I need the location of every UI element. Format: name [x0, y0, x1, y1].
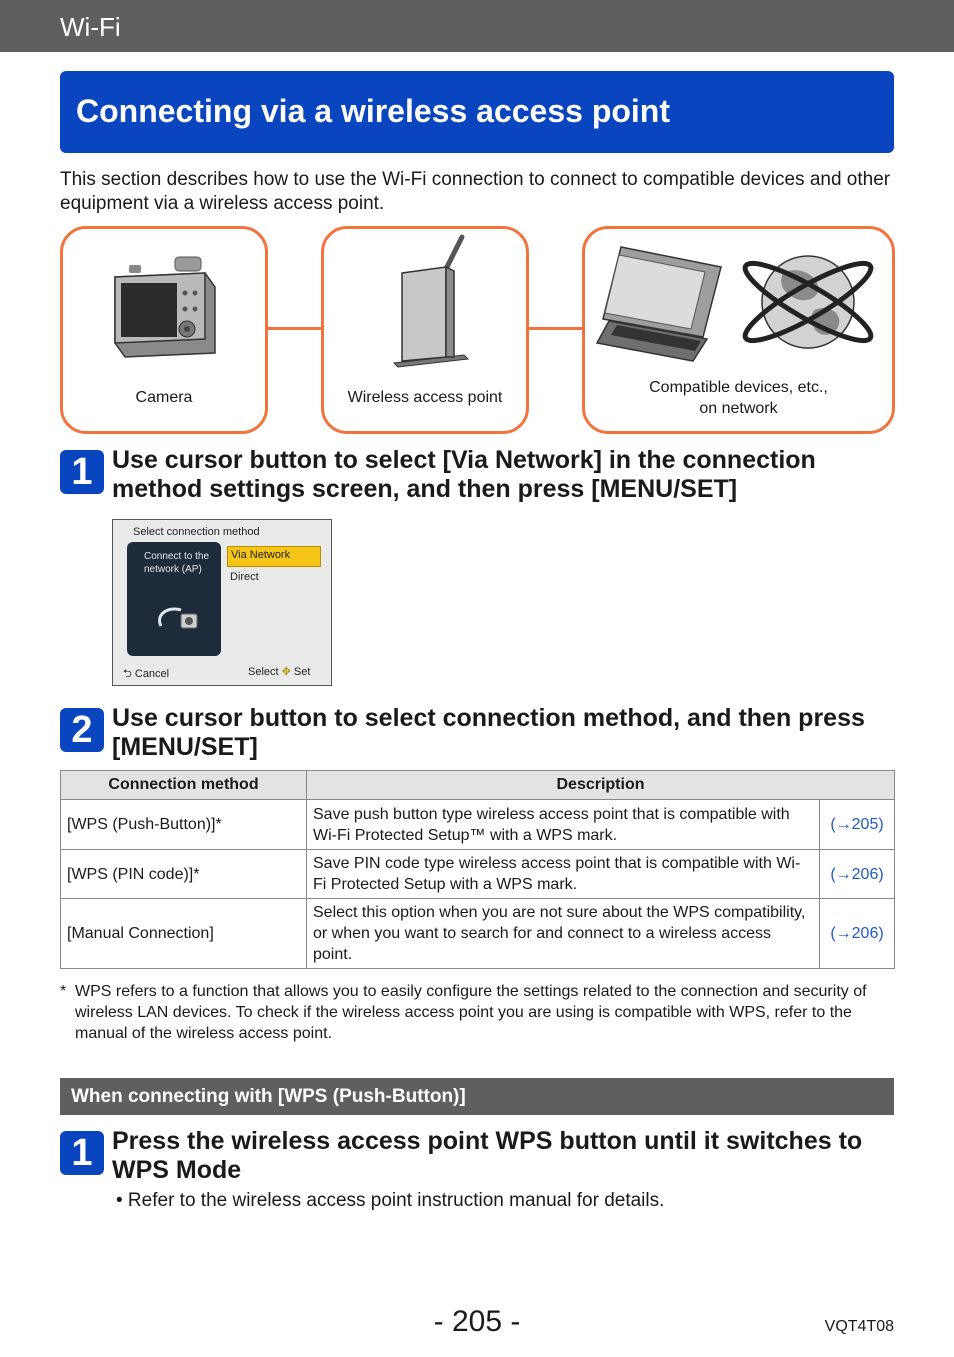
option-direct[interactable] — [227, 569, 319, 587]
footnote-text: WPS refers to a function that allows you to easily configure the settings related to the connection and security of wireless LAN devices. To check if the wireless access point you are using is compatible with WPS, refer to the manual of the wireless access point. — [75, 983, 867, 1042]
subsection-bar — [60, 1078, 894, 1115]
method-cell: [WPS (Push-Button)]* — [61, 800, 307, 850]
document-code: VQT4T08 — [824, 1318, 894, 1335]
option-direct-label: Direct — [230, 571, 259, 583]
page-ref-link[interactable]: (→205) — [820, 800, 895, 850]
method-cell: [WPS (PIN code)]* — [61, 850, 307, 899]
camera-screen — [112, 519, 332, 686]
cancel-label: Cancel — [134, 668, 170, 680]
page-ref-link[interactable]: (→206) — [820, 850, 895, 899]
connector-line — [527, 327, 583, 330]
connector-line — [266, 327, 322, 330]
laptop-icon — [595, 237, 725, 367]
method-cell: [Manual Connection] — [61, 899, 307, 969]
page-ref-link[interactable]: (→206) — [820, 899, 895, 969]
description-cell: Save push button type wireless access point that is compatible with Wi-Fi Protected Setup™ with a WPS mark. — [307, 800, 820, 850]
table-header-row — [61, 771, 895, 800]
camera-box — [60, 226, 268, 434]
footnote-mark: * — [60, 983, 67, 1000]
wifi-camera-icon — [147, 600, 207, 640]
table-row — [61, 850, 895, 899]
step-heading: Use cursor button to select connection method, and then press [MENU/SET] — [112, 704, 865, 761]
devices-caption-line1: Compatible devices, etc., — [649, 379, 828, 396]
dpad-icon: ✥ — [281, 666, 291, 678]
description-cell: Save PIN code type wireless access point that is compatible with Wi-Fi Protected Setup with a WPS mark. — [307, 850, 820, 899]
header-connection-method: Connection method — [61, 771, 307, 800]
select-hint — [248, 665, 310, 678]
globe-network-icon — [733, 247, 883, 357]
wireless-router-icon — [324, 229, 526, 379]
screen-left-panel-label: Connect to the network (AP) — [144, 551, 210, 575]
step-number: 1 — [60, 1131, 104, 1175]
page-title: Connecting via a wireless access point — [76, 93, 670, 129]
back-arrow-icon: ⮌ — [123, 668, 132, 680]
title-banner — [60, 71, 894, 153]
description-cell: Select this option when you are not sure about the WPS compatibility, or when you want to search for and connect to a wireless access point. — [307, 899, 820, 969]
access-point-box — [321, 226, 529, 434]
bullet-note: • Refer to the wireless access point instruction manual for details. — [116, 1190, 665, 1211]
camera-caption: Camera — [135, 389, 193, 406]
page-number: - 205 - — [433, 1305, 521, 1338]
header-description: Description — [307, 771, 895, 800]
cancel-hint — [123, 665, 169, 684]
step-heading: Use cursor button to select [Via Network] in the connection method settings screen, and then press [MENU/SET] — [112, 446, 816, 503]
step-number: 1 — [60, 450, 104, 494]
select-label: Select — [248, 666, 279, 678]
set-label: Set — [293, 666, 311, 678]
camera-icon — [63, 229, 265, 379]
table-row — [61, 800, 895, 850]
step-heading: Press the wireless access point WPS button until it switches to WPS Mode — [112, 1127, 863, 1184]
devices-box — [582, 226, 895, 434]
subsection-title: When connecting with [WPS (Push-Button)] — [71, 1086, 466, 1107]
intro-text: This section describes how to use the Wi-Fi connection to connect to compatible devices and other equipment via a wireless access point. — [60, 169, 891, 214]
option-via-network-label: Via Network — [231, 549, 291, 561]
step-number: 2 — [60, 708, 104, 752]
screen-left-panel — [127, 542, 221, 656]
table-row — [61, 899, 895, 969]
header-bar — [0, 0, 954, 52]
screen-title: Select connection method — [133, 526, 260, 538]
footnote — [60, 981, 890, 1044]
connection-table — [60, 770, 895, 969]
devices-caption-line2: on network — [699, 400, 778, 417]
option-via-network[interactable] — [227, 546, 321, 567]
access-point-caption: Wireless access point — [347, 389, 503, 406]
section-label: Wi-Fi — [60, 12, 121, 42]
